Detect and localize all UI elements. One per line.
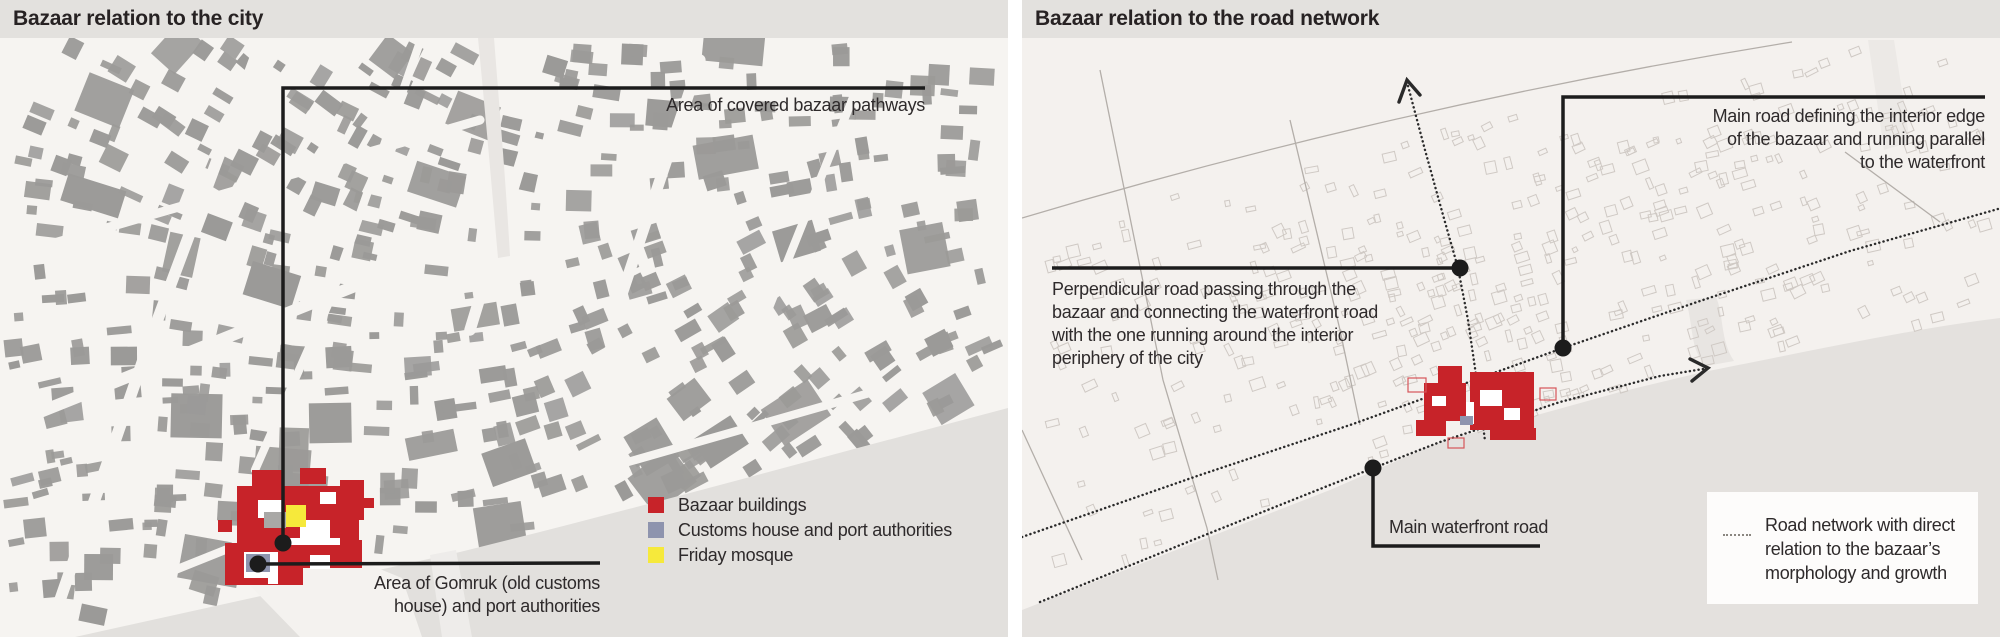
- red-square-icon: [648, 497, 664, 513]
- legend-label-mosque: Friday mosque: [678, 544, 794, 565]
- panel-road-network: [1022, 0, 2000, 637]
- legend-label-customs: Customs house and port authorities: [678, 519, 952, 540]
- annotation-main-road: Main road defining the interior edge of the bazaar and running parallel to the waterfront: [1712, 106, 1985, 173]
- legend-label-bazaar: Bazaar buildings: [678, 494, 807, 515]
- legend-label-road-network: Road network with direct relation to the bazaar’s morphology and growth: [1765, 515, 1955, 583]
- annotation-gomruk: Area of Gomruk (old customs house) and port authorities: [374, 573, 600, 617]
- annotation-covered-pathways: Area of covered bazaar pathways: [666, 95, 925, 115]
- dotted-line-icon: [1723, 534, 1751, 536]
- legend-item-customs: [648, 519, 952, 540]
- legend-item-bazaar: [648, 494, 952, 515]
- legend-city: [648, 494, 952, 572]
- annotation-waterfront-road: Main waterfront road: [1389, 517, 1549, 537]
- panel-road-network-titlebar: [1022, 0, 2000, 38]
- panel-road-network-title: Bazaar relation to the road network: [1035, 7, 1380, 30]
- yellow-square-icon: [648, 547, 664, 563]
- annotation-perpendicular-road: Perpendicular road passing through the bazaar and connecting the waterfront road with the one running around the interior periphery of the city: [1052, 279, 1378, 369]
- legend-item-mosque: [648, 544, 952, 565]
- blue-square-icon: [648, 522, 664, 538]
- legend-road-network: [1707, 492, 1978, 604]
- panel-city-titlebar: [0, 0, 1008, 38]
- panel-city-title: Bazaar relation to the city: [13, 7, 264, 30]
